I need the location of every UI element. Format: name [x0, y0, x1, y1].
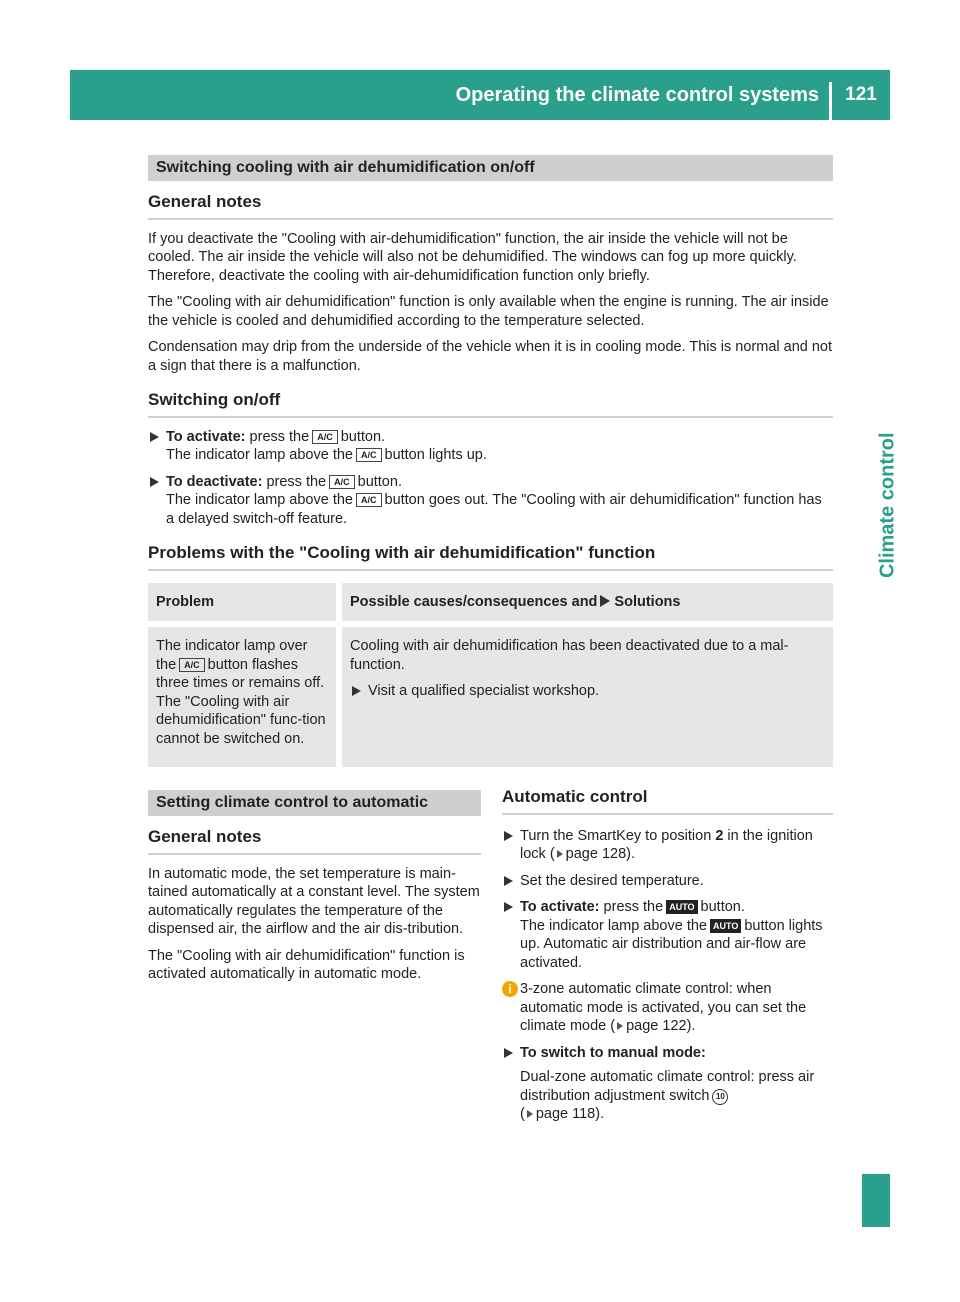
step-result: button lights up. [384, 447, 487, 463]
problem-cell [148, 624, 339, 767]
column-header-problem: Problem [148, 583, 339, 625]
step-label: To switch to manual mode: [520, 1044, 706, 1061]
step-arrow-icon [504, 831, 513, 841]
column-header-causes-text: Possible causes/consequences and [350, 593, 598, 610]
step-temperature [502, 872, 833, 891]
step-arrow-icon [352, 686, 361, 696]
step-result: The indicator lamp above the [520, 917, 707, 934]
column-header-solutions-text: Solutions [614, 593, 681, 610]
ac-key-icon: A/C [179, 658, 205, 672]
switching-heading: Switching on/off [148, 391, 833, 418]
general-notes-heading: General notes [148, 828, 481, 855]
step-result: The indicator lamp above the [166, 447, 353, 463]
automatic-control-heading: Automatic control [502, 788, 833, 815]
step-result: The indicator lamp above the [166, 492, 353, 508]
paragraph: Condensation may drip from the underside of the vehicle when it is in cooling mode. This is normal and not a sign that there is a malfunction. [148, 339, 833, 374]
info-icon: i [502, 981, 518, 997]
step-text: button. [340, 428, 386, 445]
problems-table [148, 583, 833, 768]
info-text: 3-zone automatic climate control: when automatic mode is activated, you can set the climate mode ( [520, 981, 807, 1034]
problems-heading: Problems with the "Cooling with air dehumidification" function [148, 544, 833, 571]
page-reference-icon [527, 1110, 533, 1118]
column-header-causes [339, 583, 833, 625]
ac-key-icon: A/C [356, 493, 382, 507]
cause-text: Cooling with air dehumidification has been deactivated due to a mal-function. [350, 638, 789, 673]
info-note [502, 980, 833, 1036]
step-label: To deactivate: [166, 473, 263, 490]
switch-number-icon: 10 [712, 1089, 728, 1105]
section-automatic-control [502, 788, 833, 1132]
section-title: Setting climate control to automatic [148, 790, 481, 816]
page-reference-icon [617, 1022, 623, 1030]
paragraph: The "Cooling with air dehumidification" function is only available when the engine is running. The air inside the vehicle is cooled and dehumidified according to the temperature selected. [148, 294, 829, 329]
step-text: Dual-zone automatic climate control: press air distribution adjustment switch [520, 1069, 815, 1104]
section-automatic [148, 790, 481, 992]
cause-cell [339, 624, 833, 767]
side-tab [873, 400, 903, 610]
general-notes-heading: General notes [148, 193, 833, 220]
switching-steps [148, 428, 833, 529]
solutions-arrow-icon [600, 595, 610, 607]
solution-text: Visit a qualified specialist workshop. [368, 683, 600, 699]
ac-key-icon: A/C [312, 430, 338, 444]
step-label: To activate: [166, 428, 246, 445]
page-reference-icon [557, 850, 563, 858]
table-row [148, 624, 833, 767]
step-activate-auto [502, 898, 833, 972]
page-reference-open: ( [520, 1106, 525, 1122]
problem-text: button flashes three times or remains off. The "Cooling with air dehumidification" func-tion cannot be switched on. [156, 656, 326, 747]
auto-key-icon: AUTO [666, 900, 697, 914]
page-reference: page 118). [535, 1106, 605, 1122]
step-text: press the [266, 473, 327, 490]
step-arrow-icon [150, 477, 159, 487]
page-reference: page 122). [626, 1018, 696, 1034]
step-arrow-icon [504, 876, 513, 886]
page-number: 121 [845, 84, 877, 105]
section-title: Switching cooling with air dehumidification on/off [148, 155, 833, 181]
step-arrow-icon [150, 432, 159, 442]
step-result: button lights up. Automatic air distribution and air-flow are activated. [520, 917, 823, 971]
paragraph: In automatic mode, the set temperature is main-tained automatically at a constant level. The system automatically regulates the temperature of the dispensed air, the airflow and the air dis-tribution. [148, 865, 480, 937]
step-activate [148, 428, 833, 465]
auto-key-icon: AUTO [710, 919, 741, 933]
step-text: Set the desired temperature. [520, 872, 704, 889]
header-bar [70, 70, 890, 120]
step-text: press the [249, 428, 310, 445]
step-text: button. [357, 473, 402, 490]
side-tab-marker [862, 1174, 890, 1227]
step-text: Turn the SmartKey to position [520, 827, 712, 844]
paragraph: If you deactivate the "Cooling with air-dehumidification" function, the air inside the vehicle will not be cooled. The air inside the vehicle will also not be dehumidified. The windows can fog up more quickly. Therefore, deactivate the cooling with air-dehumidification function only briefly. [148, 230, 797, 284]
side-tab-label: Climate control [876, 432, 899, 578]
ac-key-icon: A/C [356, 448, 382, 462]
step-smartkey [502, 827, 833, 864]
problem-text: The indicator lamp over the [156, 638, 308, 673]
page-header-title: Operating the climate control systems [456, 82, 832, 120]
step-text: button. [700, 899, 745, 915]
step-deactivate [148, 473, 833, 529]
paragraph: The "Cooling with air dehumidification" function is activated automatically in automatic mode. [148, 947, 465, 982]
step-result: button goes out. The "Cooling with air dehumidification" function has a delayed switch-off feature. [166, 492, 822, 527]
section-cooling [148, 155, 833, 767]
step-text: in the ignition lock ( [520, 827, 813, 862]
solution-step [350, 682, 825, 701]
step-label: To activate: [520, 899, 600, 915]
step-arrow-icon [504, 1048, 513, 1058]
step-position: 2 [715, 827, 724, 844]
step-text: press the [603, 899, 664, 915]
ac-key-icon: A/C [329, 475, 355, 489]
page-reference: page 128). [565, 846, 635, 862]
step-arrow-icon [504, 902, 513, 912]
step-manual-mode [502, 1044, 833, 1124]
